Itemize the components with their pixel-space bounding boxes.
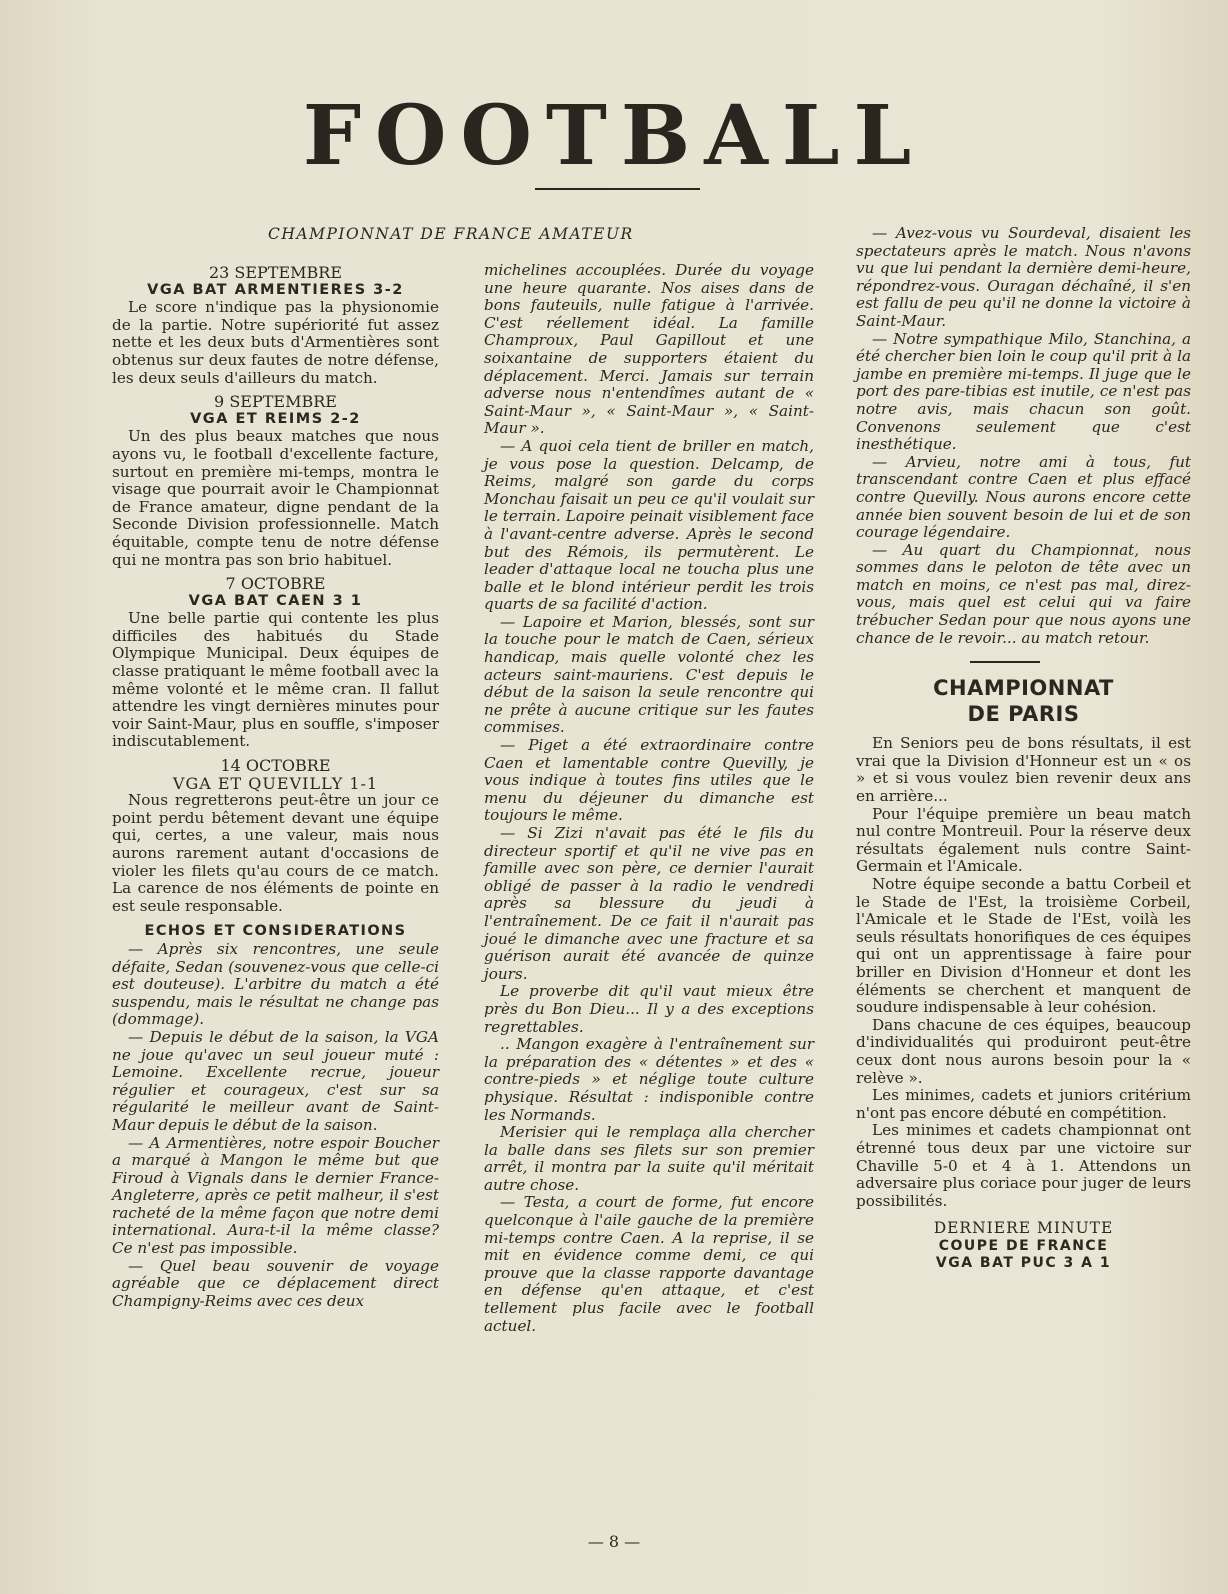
paris-paragraph: Dans chacune de ces équipes, beaucoup d'individualités qui produiront peut-être ceux dont nous aurons besoin pour la « relève ». (856, 1015, 1191, 1087)
echos-heading: ECHOS ET CONSIDERATIONS (144, 923, 407, 940)
match-date: 14 OCTOBRE (220, 756, 331, 776)
column-1 (112, 258, 439, 1310)
match-result: VGA BAT ARMENTIERES 3-2 (147, 281, 404, 298)
echo-paragraph: — A Armentières, notre espoir Boucher a marqué à Mangon le même but que Firoud à Vignals dans le dernier France-Angleterre, après ce petit malheur, il s'est racheté de la même façon que notre demi international. Aura-t-il la même classe? Ce n'est pas impossible. (112, 1133, 439, 1258)
match-result: VGA ET REIMS 2-2 (190, 410, 361, 427)
paris-heading (856, 675, 1191, 727)
echo-paragraph: — Depuis le début de la saison, la VGA ne joue qu'avec un seul joueur muté : Lemoine. Excellente recrue, joueur régulier et courageux, c'est sur sa régularité le meilleur avant de Saint-Maur depuis le début de la saison. (112, 1027, 439, 1134)
match-date: 9 SEPTEMBRE (214, 392, 337, 412)
match-date: 7 OCTOBRE (225, 574, 326, 594)
match-report: Un des plus beaux matches que nous ayons vu, le football d'excellente facture, surtout en première mi-temps, montra le visage que pourrait avoir le Championnat de France amateur, digne pendant de la Seconde Division professionnelle. Match équitable, compte tenu de notre défense qui ne montra pas son brio habituel. (112, 427, 439, 569)
cup-result: VGA BAT PUC 3 A 1 (935, 1255, 1112, 1272)
echo-paragraph: — Testa, a court de forme, fut encore quelconque à l'aile gauche de la première mi-temps contre Caen. A la reprise, il se mit en évidence comme demi, ce qui prouve que la classe rapporte davantage en défense qu'en attaque, et c'est tellement plus facile avec le football actuel. (484, 1193, 814, 1335)
paris-paragraph: Les minimes, cadets et juniors critérium n'ont pas encore débuté en compétition. (856, 1086, 1191, 1122)
section-divider (970, 661, 1040, 663)
title-divider (535, 188, 700, 190)
echo-paragraph: Merisier qui le remplaça alla chercher la balle dans ses filets sur son premier arrêt, il montra par la suite qu'il méritait autre chose. (484, 1123, 814, 1194)
echo-paragraph: michelines accouplées. Durée du voyage une heure quarante. Nos aises dans de bons fauteuils, nulle fatigue à l'arrivée. C'est réellement idéal. La famille Champroux, Paul Gapillout et une soixantaine de supporters étaient du déplacement. Merci. Jamais sur terrain adverse nous n'entendîmes autant de « Saint-Maur », « Saint-Maur », « Saint-Maur ». (484, 261, 814, 438)
match-date: 23 SEPTEMBRE (208, 263, 343, 282)
echo-paragraph: — Lapoire et Marion, blessés, sont sur la touche pour le match de Caen, sérieux handicap, mais quelle volonté chez les acteurs saint-mauriens. C'est depuis le début de la saison la seule rencontre qui ne prête à aucune critique sur les fautes commises. (484, 612, 814, 737)
echo-paragraph: — Au quart du Championnat, nous sommes dans le peloton de tête avec un match en moins, ce n'est pas mal, direz-vous, mais quel est celui qui va faire trébucher Sedan pour que nous ayons une chance de le revoir... au match retour. (856, 540, 1191, 647)
section-title: CHAMPIONNAT DE FRANCE AMATEUR (268, 225, 634, 243)
page-title: FOOTBALL (302, 88, 926, 184)
echo-paragraph: Le proverbe dit qu'il vaut mieux être près du Bon Dieu... Il y a des exceptions regrettables. (484, 982, 814, 1036)
page-number: — 8 — (587, 1532, 641, 1551)
match-report: Une belle partie qui contente les plus difficiles des habitués du Stade Olympique Municipal. Deux équipes de classe pratiquant le même football avec la même volonté et le même cran. Il fallut attendre les vingt dernières minutes pour voir Saint-Maur, plus en souffle, s'imposer indiscutablement. (112, 609, 439, 751)
match-report: Le score n'indique pas la physionomie de la partie. Notre supériorité fut assez nette et les deux buts d'Armentières sont obtenus sur deux fautes de notre défense, les deux seuls d'ailleurs du match. (112, 298, 439, 387)
paris-heading-line: DE PARIS (967, 702, 1080, 727)
paris-paragraph: Les minimes et cadets championnat ont étrenné tous deux par une victoire sur Chaville 5-0 et 4 à 1. Attendons un adversaire plus coriace pour juger de leurs possibilités. (856, 1121, 1191, 1210)
echo-paragraph: .. Mangon exagère à l'entraînement sur la préparation des « détentes » et des « contre-pieds » et néglige toute culture physique. Résultat : indisponible contre les Normands. (484, 1035, 814, 1124)
echo-paragraph: — Arvieu, notre ami à tous, fut transcendant contre Caen et plus effacé contre Quevilly. Nous aurons encore cette année bien souvent besoin de lui et de son courage légendaire. (856, 452, 1191, 542)
echo-paragraph: — Si Zizi n'avait pas été le fils du directeur sportif et qu'il ne vive pas en famille avec son père, ce dernier l'aurait obligé de passer à la radio le vendredi après sa blessure du jeudi à l'entraînement. De ce fait il n'aurait pas joué le dimanche avec une fracture et sa guérison aurait été avancée de quinze jours. (484, 824, 814, 983)
paris-heading-line: CHAMPIONNAT (933, 676, 1114, 701)
last-minute-heading: DERNIERE MINUTE (933, 1219, 1114, 1238)
column-2 (484, 262, 814, 1335)
match-result: VGA ET QUEVILLY 1-1 (172, 773, 379, 793)
paris-paragraph: En Seniors peu de bons résultats, il est vrai que la Division d'Honneur est un « os » et si vous voulez bien revenir deux ans en arrière... (856, 734, 1191, 806)
cup-heading: COUPE DE FRANCE (938, 1237, 1109, 1254)
echo-paragraph: — Quel beau souvenir de voyage agréable que ce déplacement direct Champigny-Reims avec ces deux (112, 1256, 439, 1310)
column-3 (856, 225, 1191, 1273)
echo-paragraph: — Avez-vous vu Sourdeval, disaient les spectateurs après le match. Nous n'avons vu que lui pendant la dernière demi-heure, répondrez-vous. Ouragan déchaîné, il s'en est fallu de peu qu'il ne donne la victoire à Saint-Maur. (856, 224, 1191, 330)
paris-paragraph: Notre équipe seconde a battu Corbeil et le Stade de l'Est, la troisième Corbeil, l'Amicale et le Stade de l'Est, voilà les seuls résultats honorifiques de ces équipes qui ont un apprentissage à faire pour briller en Division d'Honneur et dont les éléments se cherchent et manquent de soudure indispensable à leur cohésion. (856, 875, 1191, 1017)
match-result: VGA BAT CAEN 3 1 (188, 592, 363, 609)
echo-paragraph: — Piget a été extraordinaire contre Caen et lamentable contre Quevilly, je vous indique à toutes fins utiles que le menu du déjeuner du dimanche est toujours le même. (484, 736, 814, 825)
paris-paragraph: Pour l'équipe première un beau match nul contre Montreuil. Pour la réserve deux résultats également nuls contre Saint-Germain et l'Amicale. (856, 804, 1191, 876)
match-report: Nous regretterons peut-être un jour ce point perdu bêtement devant une équipe qui, certes, a une valeur, mais nous aurons rarement autant d'occasions de violer les filets qu'au cours de ce match. La carence de nos éléments de pointe en est seule responsable. (112, 791, 439, 915)
echo-paragraph: — Après six rencontres, une seule défaite, Sedan (souvenez-vous que celle-ci est douteuse). L'arbitre du match a été suspendu, mais le résultat ne change pas (dommage). (112, 939, 439, 1029)
echo-paragraph: — Notre sympathique Milo, Stanchina, a été chercher bien loin le coup qu'il prit à la jambe en première mi-temps. Il juge que le port des pare-tibias est inutile, ce n'est pas notre avis, mais chacun son goût. Convenons seulement que c'est inesthétique. (856, 329, 1191, 454)
echo-paragraph: — A quoi cela tient de briller en match, je vous pose la question. Delcamp, de Reims, malgré son garde du corps Monchau faisait un peu ce qu'il voulait sur le terrain. Lapoire peinait visiblement face à l'avant-centre adverse. Après le second but des Rémois, ils permutèrent. Le leader d'attaque local ne toucha plus une balle et le blond intérieur perdit les trois quarts de sa facilité d'action. (484, 436, 814, 614)
